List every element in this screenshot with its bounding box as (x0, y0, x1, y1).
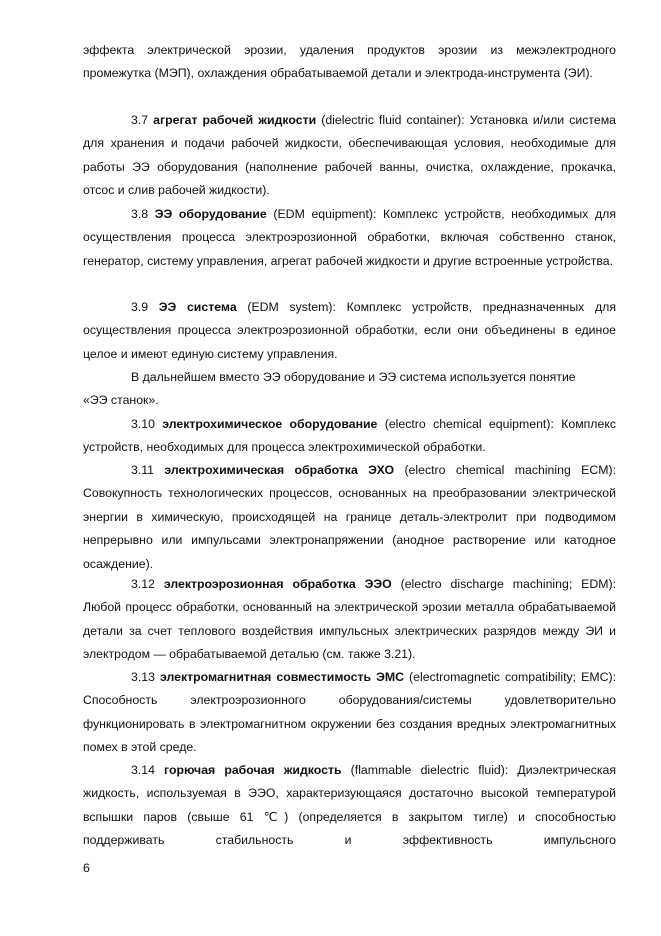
clause-number: 3.14 (131, 763, 165, 777)
clause-number: 3.12 (131, 577, 164, 591)
term-heading: ЭЭ оборудование (154, 207, 267, 221)
definition-3-11 (83, 459, 616, 576)
note-paragraph (83, 366, 616, 389)
note-text: «ЭЭ станок». (83, 393, 159, 407)
definition-text: (EDM equipment): Комплекс устройств, необходимых для осуществления процесса электроэрозионной обработки, включая собственно станок, генератор, систему управления, агрегат рабочей жидкости и другие встроенные устройства. (83, 207, 616, 268)
definition-text: (flammable dielectric fluid): Диэлектрическая жидкость, используемая в ЭЭО, характеризующаяся достаточно высокой температурой вспышки паров (свыше 61 ℃) (определяется в закрытом тигле) и способностью поддерживать стабильность и эффективность импульсного (83, 763, 617, 848)
clause-number: 3.11 (131, 463, 165, 477)
note-paragraph-end (83, 389, 616, 412)
term-heading: ЭЭ система (158, 300, 237, 314)
term-heading: горючая рабочая жидкость (164, 763, 342, 777)
term-heading: агрегат рабочей жидкости (153, 113, 317, 127)
definition-text: (electromagnetic compatibility; EMC): Способность электроэрозионного оборудования/системы удовлетворительно функционировать в электромагнитном окружении без создания вредных электромагнитных помех в этой среде. (83, 670, 616, 755)
clause-number: 3.9 (131, 300, 159, 314)
definition-text: (dielectric fluid container): Установка и/или система для хранения и подачи рабочей жидкости, обеспечивающая условия, необходимые для работы ЭЭ оборудования (наполнение рабочей ванны, очистка, охлаждение, прокачка, отсос и слив рабочей жидкости). (83, 113, 616, 198)
definition-text: (electro discharge machining; EDM): Любой процесс обработки, основанный на электрической эрозии металла обрабатываемой детали за счет теплового воздействия импульсных электрических разрядов между ЭИ и электродом — обрабатываемой деталью (см. также 3.21). (83, 577, 616, 662)
definition-3-13 (83, 666, 616, 760)
definition-text: (EDM system): Комплекс устройств, предназначенных для осуществления процесса электроэрозионной обработки, если они объединены в единое целое и имеют единую систему управления. (83, 300, 617, 361)
note-text: В дальнейшем вместо ЭЭ оборудование и ЭЭ система используется понятие (131, 370, 576, 384)
definition-text: (electro chemical machining ECM): Совокупность технологических процессов, основанных на преобразовании электрической энергии в химическую, происходящей на границе деталь-электролит при подводимом непрерывно или импульсами электронапряжении (анодное растворение или катодное осаждение). (83, 463, 616, 571)
page-number: 6 (83, 861, 90, 875)
term-heading: электромагнитная совместимость ЭМС (160, 670, 404, 684)
term-heading: электрохимическое оборудование (162, 417, 378, 431)
paragraph-text: эффекта электрической эрозии, удаления продуктов эрозии из межэлектродного промежутка (МЭП), охлаждения обрабатываемой детали и электрода-инструмента (ЭИ). (83, 43, 616, 81)
definition-text: (electro chemical equipment): Комплекс устройств, необходимых для процесса электрохимической обработки. (83, 417, 616, 455)
term-heading: электроэрозионная обработка ЭЭО (163, 577, 392, 591)
clause-number: 3.8 (131, 207, 155, 221)
clause-number: 3.13 (131, 670, 160, 684)
clause-number: 3.10 (131, 417, 163, 431)
definition-3-8 (83, 203, 616, 273)
definition-3-9 (83, 296, 616, 366)
definition-3-14 (83, 759, 616, 853)
definition-3-7 (83, 109, 616, 203)
clause-number: 3.7 (131, 113, 154, 127)
definition-3-10 (83, 413, 616, 460)
paragraph-continuation (83, 39, 616, 86)
term-heading: электрохимическая обработка ЭХО (164, 463, 395, 477)
definition-3-12 (83, 573, 616, 667)
